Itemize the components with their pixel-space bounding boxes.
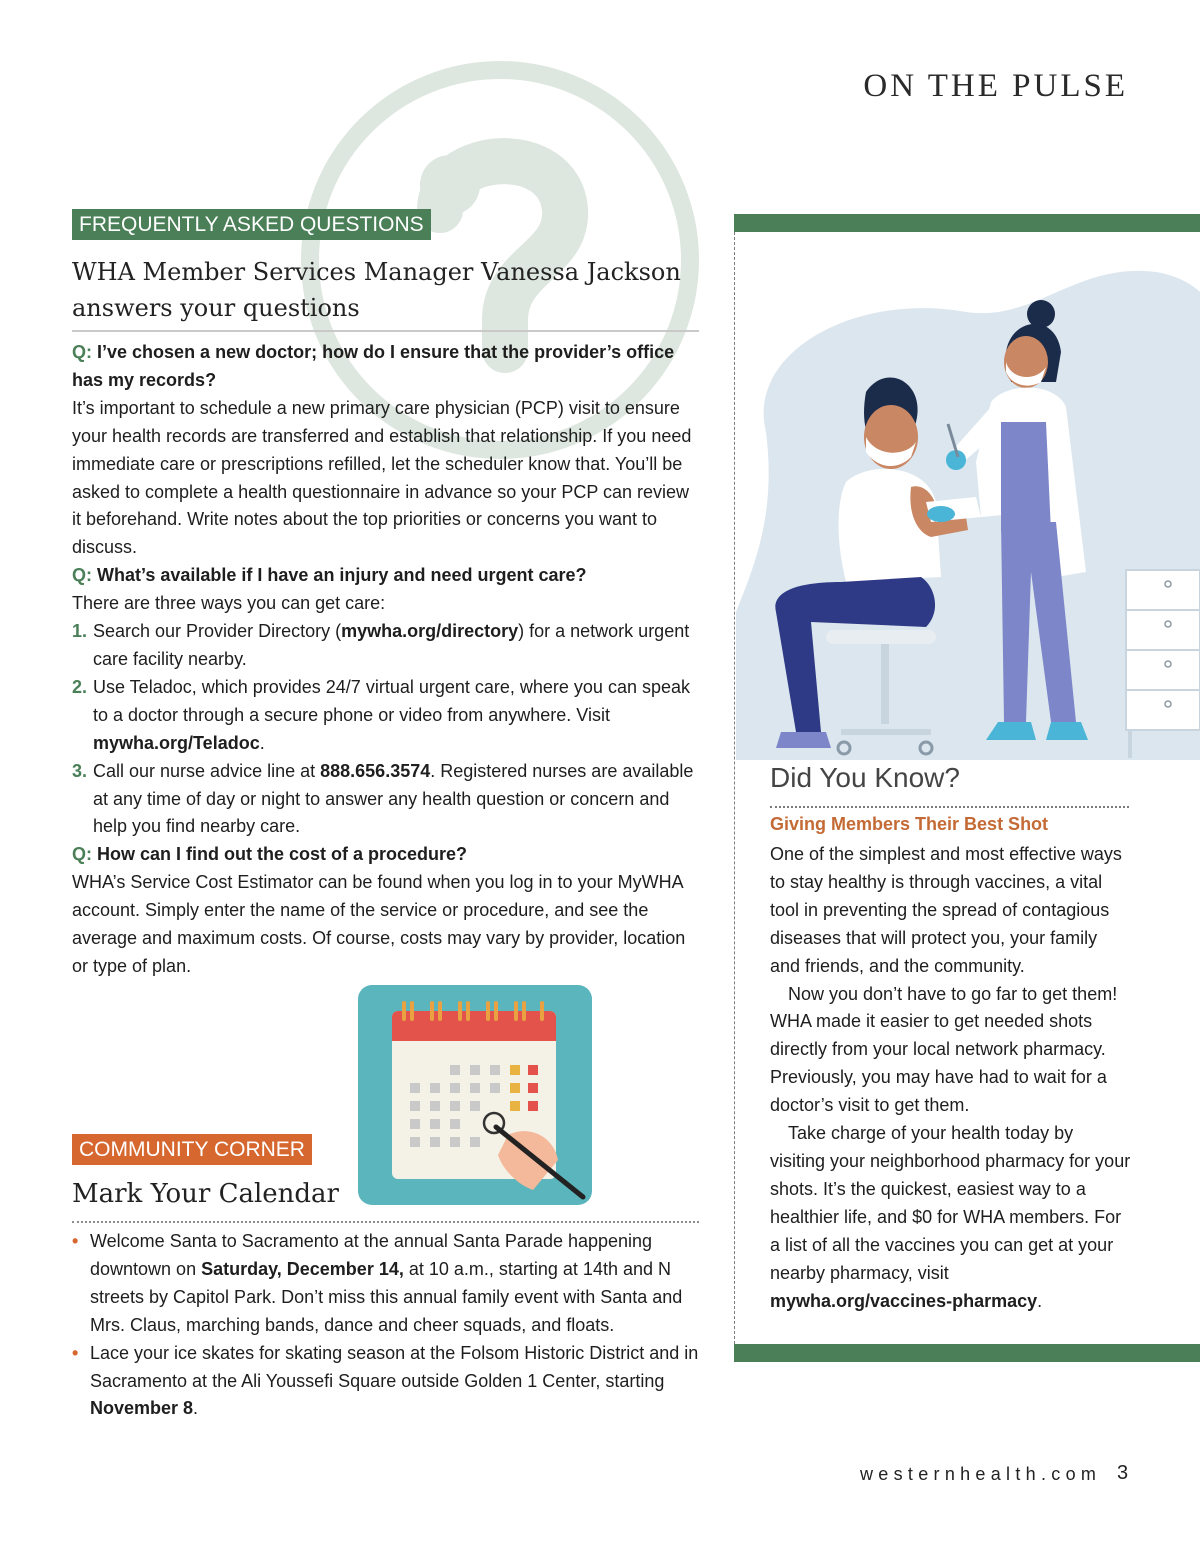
list-text: . [193, 1398, 199, 1419]
section-label: ON THE PULSE [863, 68, 1128, 104]
answer-2-intro: There are three ways you can get care: [72, 593, 386, 614]
panel-top-bar [734, 214, 1200, 232]
bullet: • [72, 1342, 79, 1363]
list-text: ) for a network urgent care facility nearby. [93, 621, 690, 669]
list-text: . [259, 732, 265, 753]
list-number: 1. [72, 621, 88, 642]
events-list [72, 1228, 702, 1423]
calendar-illustration [358, 985, 592, 1205]
bullet: • [72, 1231, 79, 1251]
event-date: Saturday, December 14, [201, 1258, 404, 1279]
list-text: Welcome Santa to Sacramento at the annual Santa Parade happening downtown on [90, 1231, 653, 1279]
question-text: How can I find out the cost of a procedure? [97, 844, 468, 865]
list-item [72, 674, 702, 758]
vaccines-pharmacy-link[interactable]: mywha.org/vaccines-pharmacy [770, 1290, 1038, 1311]
q-prefix: Q: [72, 565, 92, 586]
question-text: I’ve chosen a new doctor; how do I ensure that the provider’s office has my records? [72, 342, 675, 390]
paragraph-text: . [1037, 1290, 1043, 1311]
list-item [72, 1228, 702, 1340]
list-item [72, 758, 702, 842]
faq-heading [72, 254, 702, 326]
did-you-know-title: Did You Know? [770, 762, 960, 793]
faq-divider [72, 330, 699, 332]
list-number: 3. [72, 760, 88, 781]
answer-1: It’s important to schedule a new primary care physician (PCP) visit to ensure your health records are transferred and establish that relationship. If you need immediate care or prescriptions refilled, let the scheduler know that. You’ll be asked to complete a health questionnaire in advance so your PCP can review it beforehand. Write notes about the top priorities or concerns you want to discuss. [72, 397, 692, 558]
question-2 [72, 562, 702, 590]
faq-heading-line2: answers your questions [72, 294, 360, 322]
community-tag: COMMUNITY CORNER [72, 1134, 312, 1165]
event-date: November 8 [90, 1398, 194, 1419]
did-you-know-divider [770, 806, 1129, 808]
list-text: at 10 a.m., starting at 14th and N streets by Capitol Park. Don’t miss this annual family event with Santa and Mrs. Claus, marching bands, dance and cheer squads, and floats. [90, 1258, 683, 1335]
did-you-know-body [770, 841, 1132, 1315]
paragraph: Now you don’t have to go far to get them! WHA made it easier to get needed shots directly from your local network pharmacy. Previously, you may have had to wait for a doctor’s visit to get them. [770, 983, 1118, 1116]
footer-website[interactable]: westernhealth.com [860, 1464, 1102, 1484]
faq-heading-line1: WHA Member Services Manager Vanessa Jackson [72, 258, 681, 286]
answer-3: WHA’s Service Cost Estimator can be found when you log in to your MyWHA account. Simply enter the name of the service or procedure, and see the average and maximum costs. Of course, costs may vary by provider, location or type of plan. [72, 872, 686, 976]
faq-body [72, 339, 702, 981]
paragraph: One of the simplest and most effective ways to stay healthy is through vaccines, a vital tool in preventing the spread of contagious diseases that will protect you, your family and friends, and the community. [770, 844, 1122, 976]
panel-bottom-bar [734, 1344, 1200, 1362]
paragraph [770, 1120, 1132, 1315]
list-item [72, 618, 702, 674]
did-you-know-subtitle: Giving Members Their Best Shot [770, 814, 1049, 834]
q-prefix: Q: [72, 342, 92, 362]
list-text: . Registered nurses are available at any time of day or night to answer any health question or concern and help you find nearby care. [93, 760, 694, 837]
page-number: 3 [1117, 1462, 1129, 1484]
list-text: Search our Provider Directory ( [93, 621, 342, 642]
calendar-divider [72, 1221, 699, 1223]
nurse-line-number[interactable]: 888.656.3574 [320, 760, 431, 781]
panel-border [734, 232, 735, 1344]
vaccination-illustration [736, 232, 1200, 760]
list-text: Use Teladoc, which provides 24/7 virtual urgent care, where you can speak to a doctor through a secure phone or video from anywhere. Visit [93, 676, 690, 725]
calendar-heading: Mark Your Calendar [72, 1179, 339, 1209]
q-prefix: Q: [72, 844, 92, 865]
list-number: 2. [72, 676, 88, 697]
list-text: Call our nurse advice line at [93, 760, 321, 781]
care-options-list [72, 618, 702, 841]
list-item [72, 1340, 702, 1424]
faq-tag: FREQUENTLY ASKED QUESTIONS [72, 209, 431, 240]
question-text: What’s available if I have an injury and need urgent care? [97, 565, 587, 586]
question-3 [72, 841, 702, 869]
list-text: Lace your ice skates for skating season at the Folsom Historic District and in Sacramento at the Ali Youssefi Square outside Golden 1 Center, starting [90, 1342, 699, 1391]
directory-link[interactable]: mywha.org/directory [341, 621, 519, 642]
teladoc-link[interactable]: mywha.org/Teladoc [93, 732, 260, 753]
paragraph-text: Take charge of your health today by visiting your neighborhood pharmacy for your shots. It’s the quickest, easiest way to a healthier life, and $0 for WHA members. For a list of all the vaccines you can get at your nearby pharmacy, visit [770, 1123, 1131, 1283]
question-1 [72, 339, 702, 395]
